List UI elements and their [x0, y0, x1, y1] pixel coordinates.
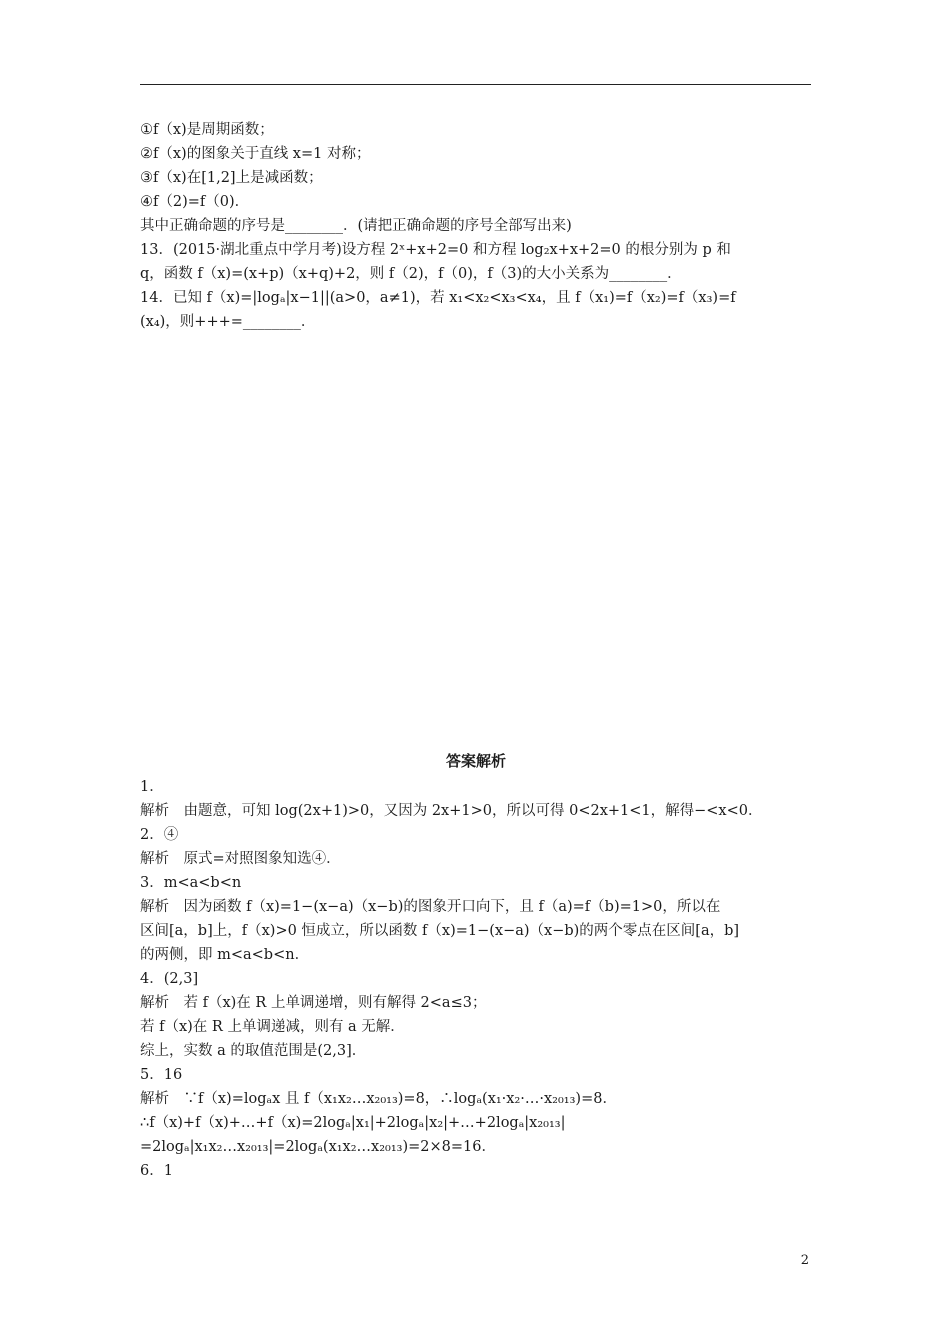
- text-line: 14．已知 f（x)=|logₐ|x−1||(a>0，a≠1)，若 x₁<x₂<x₃<x₄，且 f（x₁)=f（x₂)=f（x₃)=f: [140, 290, 736, 306]
- problem-text: [140, 118, 812, 334]
- text-line: =2logₐ|x₁x₂…x₂₀₁₃|=2logₐ(x₁x₂…x₂₀₁₃)=2×8=16．: [140, 1139, 496, 1155]
- text-line: 4．(2,3]: [140, 971, 199, 987]
- text-line: 区间[a，b]上，f（x)>0 恒成立，所以函数 f（x)=1−(x−a)（x−b)的两个零点在区间[a，b]: [140, 923, 740, 939]
- text-line: 综上，实数 a 的取值范围是(2,3]．: [140, 1043, 367, 1059]
- text-line: ∴f（x)+f（x)+…+f（x)=2logₐ|x₁|+2logₐ|x₂|+…+2logₐ|x₂₀₁₃|: [140, 1115, 566, 1131]
- text-line: 解析 原式=对照图象知选④．: [140, 851, 341, 867]
- text-line: ②f（x)的图象关于直线 x=1 对称；: [140, 146, 371, 162]
- text-line: 13．(2015·湖北重点中学月考)设方程 2ˣ+x+2=0 和方程 log₂x+x+2=0 的根分别为 p 和: [140, 242, 731, 258]
- text-line: 解析 ∵f（x)=logₐx 且 f（x₁x₂…x₂₀₁₃)=8，∴logₐ(x₁·x₂·…·x₂₀₁₃)=8．: [140, 1091, 617, 1107]
- text-line: ③f（x)在[1,2]上是减函数；: [140, 170, 323, 186]
- header-rule: [140, 84, 811, 85]
- text-line: 1．: [140, 779, 164, 795]
- text-line: 的两侧，即 m<a<b<n．: [140, 947, 310, 963]
- text-line: ①f（x)是周期函数；: [140, 122, 274, 138]
- text-line: 解析 因为函数 f（x)=1−(x−a)（x−b)的图象开口向下，且 f（a)=f（b)=1>0，所以在: [140, 899, 721, 915]
- text-line: 3．m<a<b<n: [140, 875, 242, 891]
- text-line: 5．16: [140, 1067, 183, 1083]
- text-line: 解析 由题意，可知 log(2x+1)>0，又因为 2x+1>0，所以可得 0<2x+1<1，解得−<x<0．: [140, 803, 763, 819]
- page-number: 2: [800, 1253, 809, 1268]
- text-line: 解析 若 f（x)在 R 上单调递增，则有解得 2<a≤3；: [140, 995, 487, 1011]
- text-line: q，函数 f（x)=(x+p)（x+q)+2，则 f（2)，f（0)，f（3)的大小关系为________．: [140, 266, 682, 282]
- text-line: 其中正确命题的序号是________．(请把正确命题的序号全部写出来): [140, 218, 572, 234]
- text-line: 6．1: [140, 1163, 173, 1179]
- answer-section-title: 答案解析: [445, 752, 506, 770]
- text-line: (x₄)，则+++=________．: [140, 314, 316, 330]
- answer-text: [140, 775, 812, 1183]
- text-line: 若 f（x)在 R 上单调递减，则有 a 无解．: [140, 1019, 405, 1035]
- text-line: ④f（2)=f（0)．: [140, 194, 250, 210]
- text-line: 2．④: [140, 827, 179, 843]
